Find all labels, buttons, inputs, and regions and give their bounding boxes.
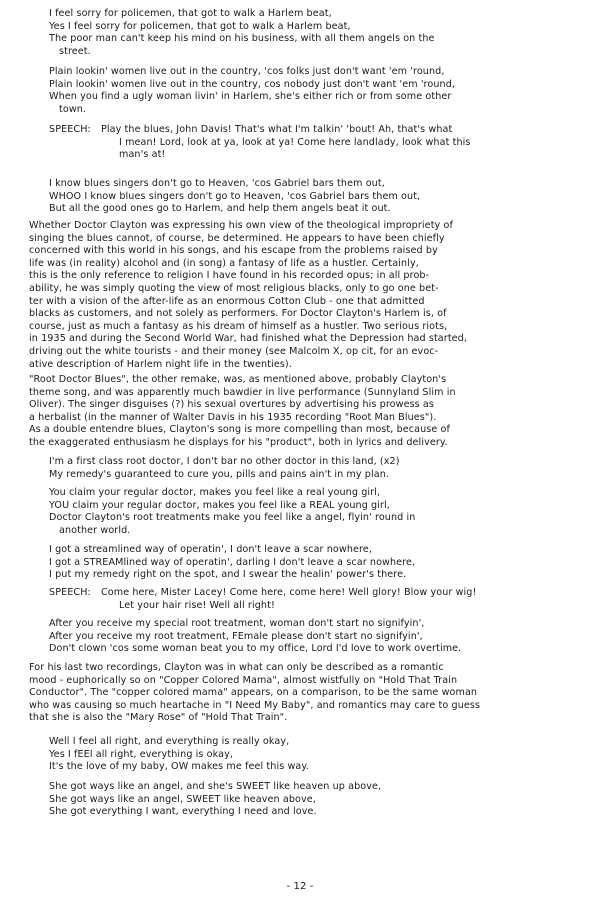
page-number: - 12 -: [286, 881, 314, 892]
paragraph-line: singing the blues cannot, of course, be determined. He appears to have been chiefly: [29, 232, 445, 244]
paragraph-root-doctor: [29, 374, 589, 450]
verse-plain-lookin-women: [49, 66, 589, 116]
paragraph-line: blacks as customers, and not solely as performers. For Doctor Clayton's Harlem is, of: [29, 308, 447, 320]
lyric-line: Yes I fEEl all right, everything is okay,: [49, 748, 234, 760]
lyric-line: I put my remedy right on the spot, and I swear the healin' power's there.: [49, 569, 407, 581]
paragraph-line: concerned with this world in his songs, and his escape from the problems raised by: [29, 245, 438, 257]
verse-root-treatment: [49, 618, 589, 656]
lyric-line: another world.: [59, 524, 131, 536]
lyric-line: I got a streamlined way of operatin', I don't leave a scar nowhere,: [49, 544, 373, 555]
paragraph-line: ter with a vision of the after-life as an enormous Cotton Club - one that admitted: [29, 295, 425, 307]
lyric-line: YOU claim your regular doctor, makes you feel like a REAL young girl,: [49, 499, 390, 511]
paragraph-line: in 1935 and during the Second World War, had finished what the Depression had started,: [29, 333, 468, 345]
speech-block-2: [49, 587, 589, 612]
paragraph-line: this is the only reference to religion I have found in his recorded opus; in all prob-: [29, 270, 430, 282]
paragraph-line: ability, he was simply quoting the view of most religious blacks, only to go one bet-: [29, 282, 439, 294]
paragraph-line: who was causing so much heartache in "I Need My Baby", and romantics may care to guess: [29, 699, 481, 711]
lyric-line: town.: [59, 103, 87, 115]
lyric-line: WHOO I know blues singers don't go to Heaven, 'cos Gabriel bars them out,: [49, 190, 421, 202]
verse-ways-like-an-angel: [49, 781, 589, 819]
speech-line: man's at!: [119, 149, 166, 161]
lyric-line: street.: [59, 45, 91, 57]
paragraph-line: "Root Doctor Blues", the other remake, was, as mentioned above, probably Clayton's: [29, 374, 447, 385]
lyric-line: The poor man can't keep his mind on his business, with all them angels on the: [49, 33, 435, 45]
lyric-line: It's the love of my baby, OW makes me feel this way.: [49, 761, 309, 773]
speech-line: I mean! Lord, look at ya, look at ya! Come here landlady, look what this: [119, 136, 471, 148]
paragraph-line: For his last two recordings, Clayton was in what can only be described as a romantic: [29, 662, 444, 673]
lyric-line: When you find a ugly woman livin' in Harlem, she's either rich or from some other: [49, 91, 452, 103]
paragraph-line: theme song, and was apparently much bawdier in live performance (Sunnyland Slim in: [29, 386, 456, 398]
paragraph-line: ative description of Harlem night life in the twenties).: [29, 358, 292, 370]
verse-feel-all-right: [49, 736, 589, 774]
lyric-line: She got ways like an angel, and she's SWEET like heaven up above,: [49, 781, 382, 792]
paragraph-last-recordings: [29, 662, 589, 725]
paragraph-line: course, just as much a fantasy as his dream of himself as a hustler. Two serious riots,: [29, 320, 448, 332]
verse-first-class-root-doctor: [49, 456, 589, 481]
lyric-line: Doctor Clayton's root treatments make you feel like a angel, flyin' round in: [49, 512, 416, 524]
paragraph-line: mood - euphorically so on "Copper Colored Mama", almost wistfully on "Hold That Train: [29, 674, 458, 686]
lyric-line: Well I feel all right, and everything is really okay,: [49, 736, 290, 747]
paragraph-line: As a double entendre blues, Clayton's song is more compelling than most, because of: [29, 424, 450, 436]
lyric-line: You claim your regular doctor, makes you feel like a real young girl,: [49, 487, 381, 498]
paragraph-line: driving out the white tourists - and their money (see Malcolm X, op cit, for an evoc-: [29, 345, 439, 357]
verse-policemen: [49, 8, 589, 58]
speech-block-1: [49, 124, 589, 162]
paragraph-line: Oliver). The singer disguises (?) his sexual overtures by advertising his prowess as: [29, 399, 435, 411]
speech-line: Come here, Mister Lacey! Come here, come here! Well glory! Blow your wig!: [101, 587, 477, 598]
speech-label: SPEECH:: [49, 587, 91, 598]
lyric-line: After you receive my root treatment, FEmale please don't start no signifyin',: [49, 630, 423, 642]
lyric-line: Plain lookin' women live out in the country, 'cos folks just don't want 'em 'round,: [49, 66, 445, 77]
lyric-line: I know blues singers don't go to Heaven, 'cos Gabriel bars them out,: [49, 178, 385, 189]
lyric-line: I got a STREAMlined way of operatin', darling I don't leave a scar nowhere,: [49, 556, 416, 568]
paragraph-line: the exaggerated enthusiasm he displays for his "product", both in lyrics and delivery.: [29, 436, 448, 448]
lyric-line: Yes I feel sorry for policemen, that got to walk a Harlem beat,: [49, 20, 351, 32]
lyric-line: She got ways like an angel, SWEET like heaven above,: [49, 793, 316, 805]
lyric-line: After you receive my special root treatment, woman don't start no signifyin',: [49, 618, 425, 629]
lyric-line: Plain lookin' women live out in the country, cos nobody just don't want 'em 'round,: [49, 78, 456, 90]
verse-blues-singers: [49, 178, 589, 216]
speech-line: Play the blues, John Davis! That's what I'm talkin' 'bout! Ah, that's what: [101, 124, 453, 135]
paragraph-line: Whether Doctor Clayton was expressing his own view of the theological impropriety of: [29, 220, 453, 231]
paragraph-line: a herbalist (in the manner of Walter Davis in his 1935 recording "Root Man Blues").: [29, 411, 437, 423]
lyric-line: I feel sorry for policemen, that got to walk a Harlem beat,: [49, 8, 332, 19]
lyric-line: Don't clown 'cos some woman beat you to my office, Lord I'd love to work overtime.: [49, 643, 462, 655]
lyric-line: But all the good ones go to Harlem, and help them angels beat it out.: [49, 203, 391, 215]
speech-line: Let your hair rise! Well all right!: [119, 599, 275, 611]
paragraph-line: that she is also the "Mary Rose" of "Hold That Train".: [29, 712, 288, 724]
verse-streamlined: [49, 544, 589, 582]
verse-regular-doctor: [49, 487, 589, 537]
lyric-line: She got everything I want, everything I need and love.: [49, 806, 317, 818]
paragraph-theology: [29, 220, 589, 371]
speech-label: SPEECH:: [49, 124, 91, 135]
lyric-line: My remedy's guaranteed to cure you, pills and pains ain't in my plan.: [49, 468, 390, 480]
paragraph-line: Conductor". The "copper colored mama" appears, on a comparison, to be the same woman: [29, 687, 478, 699]
lyric-line: I'm a first class root doctor, I don't bar no other doctor in this land, (x2): [49, 456, 400, 467]
paragraph-line: life was (in reality) alcohol and (in song) a fantasy of life as a hustler. Certainly,: [29, 257, 419, 269]
